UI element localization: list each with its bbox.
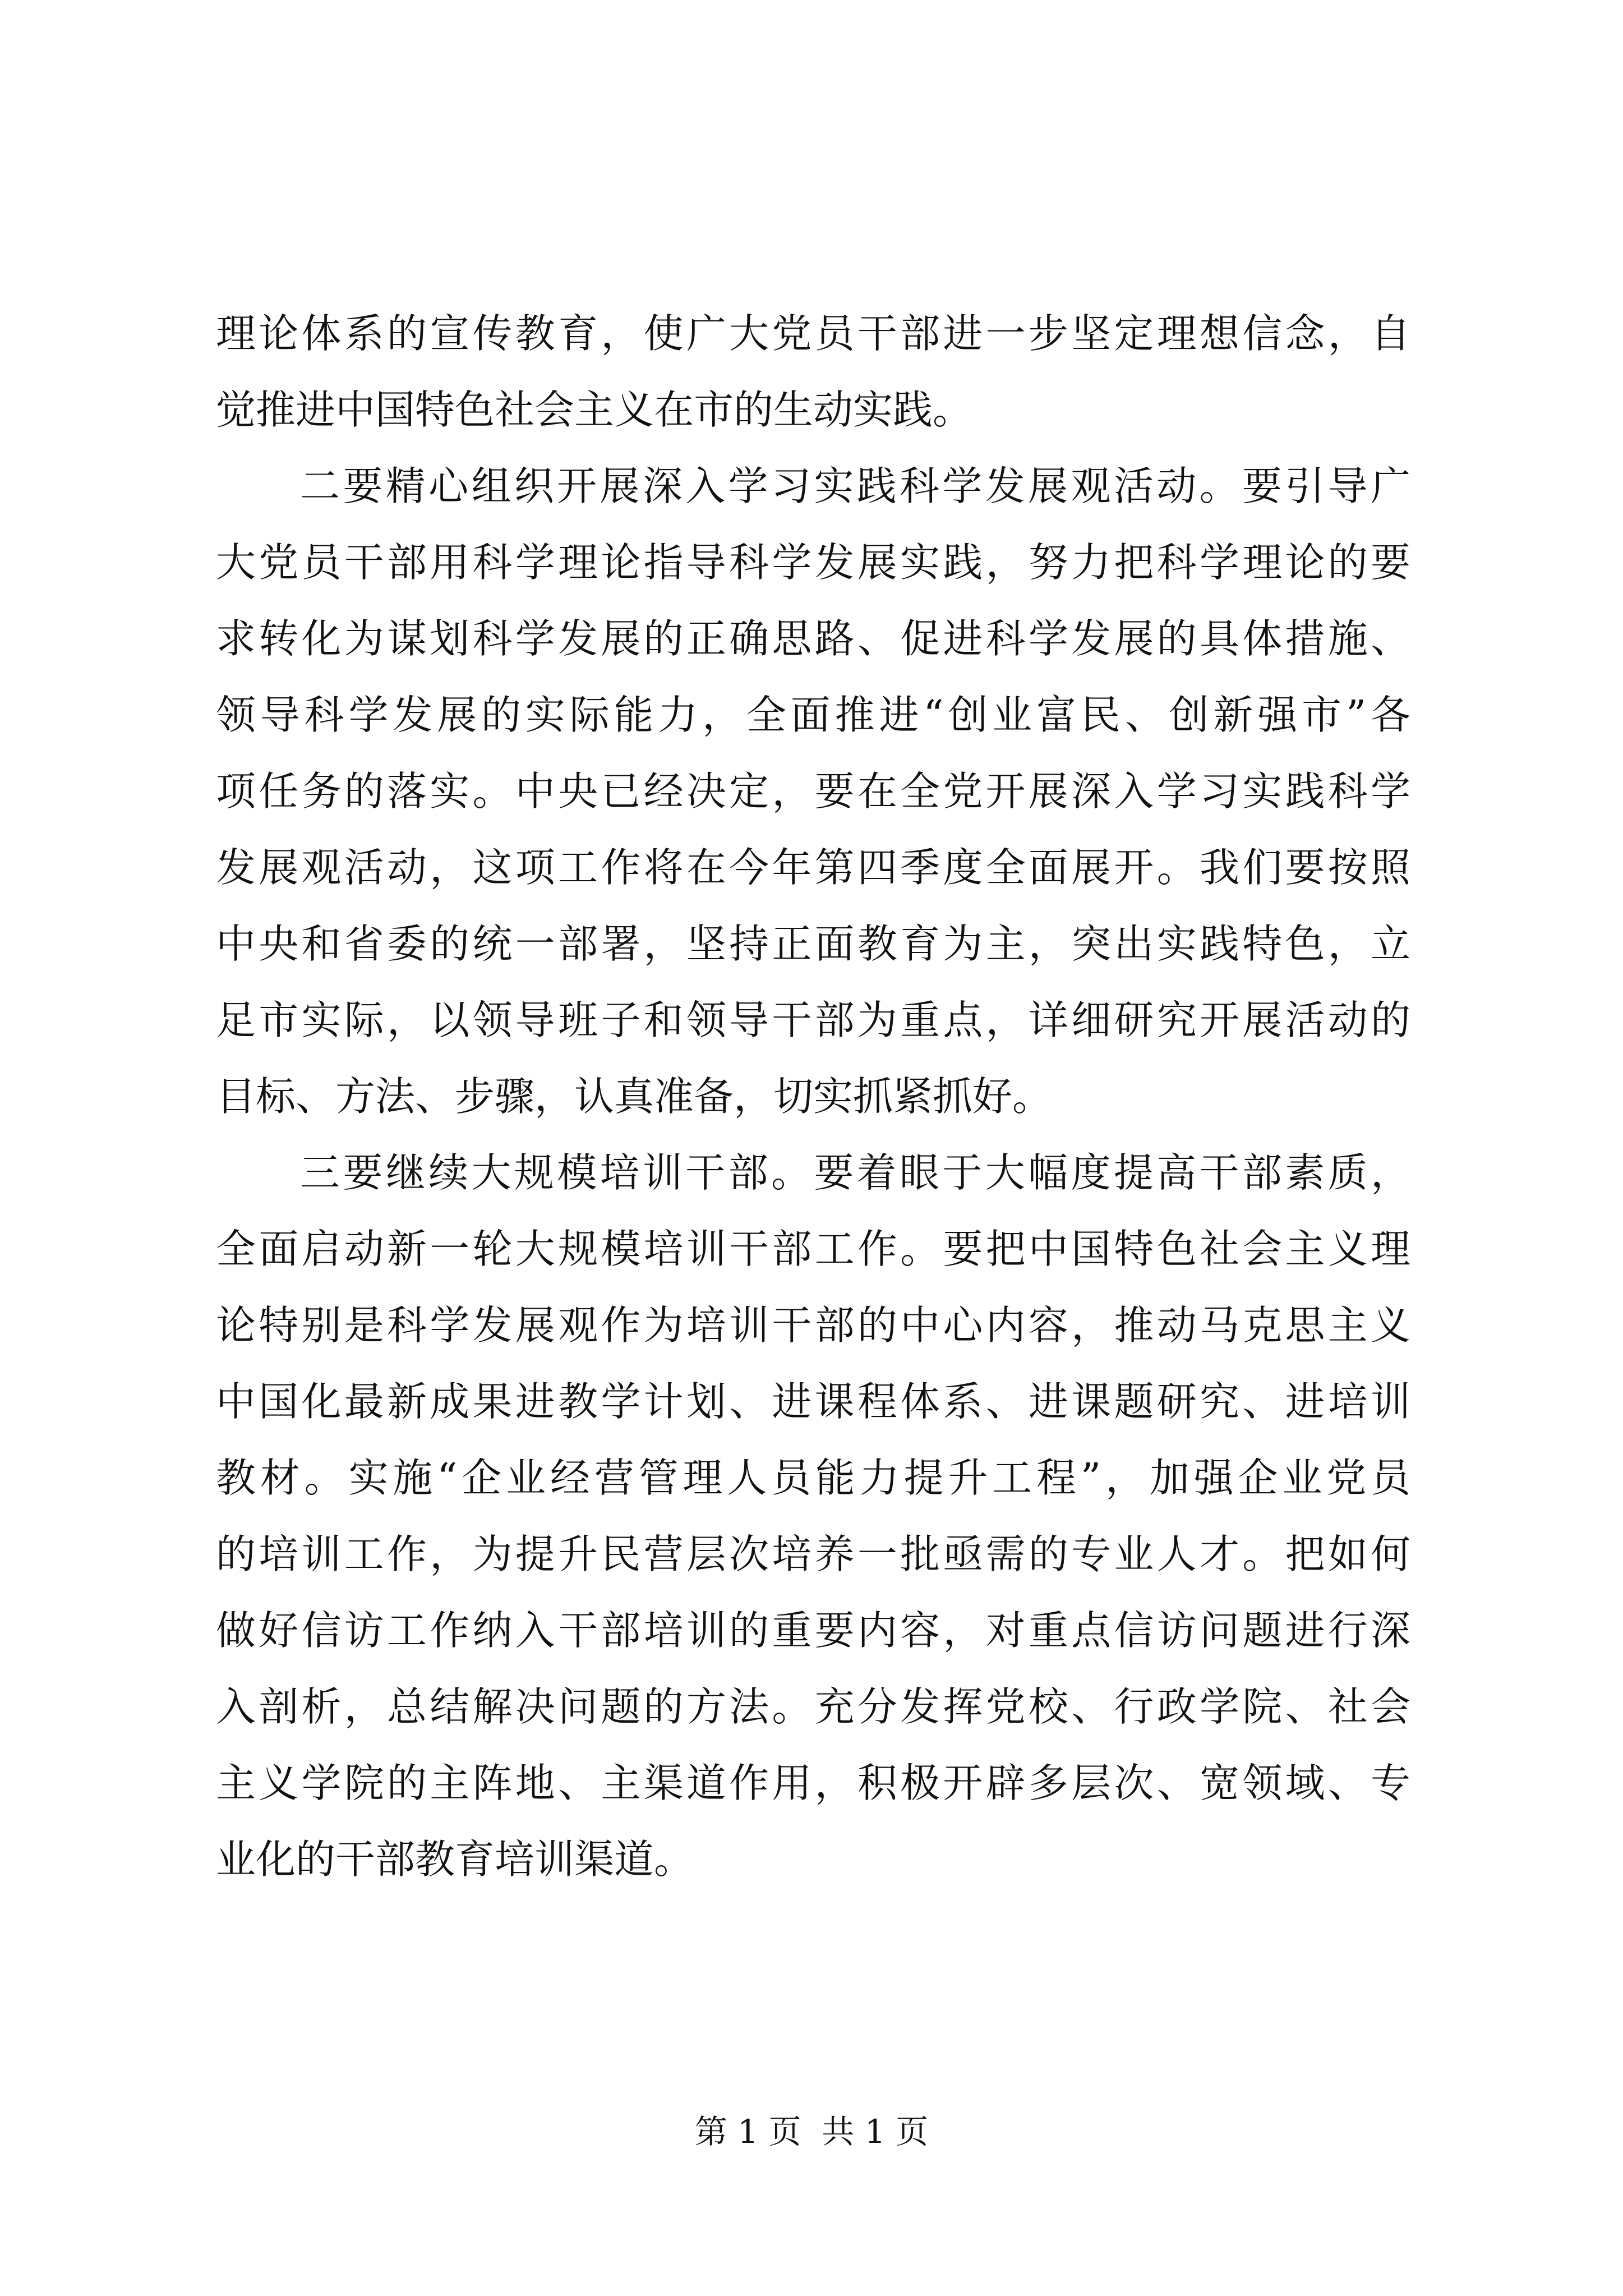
paragraph-line: 发展观活动，这项工作将在今年第四季度全面展开。我们要按照: [216, 844, 1410, 891]
document-body: [216, 296, 1410, 1898]
paragraph-line: 主义学院的主阵地、主渠道作用，积极开辟多层次、宽领域、专: [216, 1760, 1410, 1806]
paragraph-3: [216, 1135, 1410, 1898]
paragraph-line: 全面启动新一轮大规模培训干部工作。要把中国特色社会主义理: [216, 1226, 1410, 1272]
paragraph-line: 领导科学发展的实际能力，全面推进“创业富民、创新强市”各: [216, 692, 1410, 738]
page-number-label: 第 1 页 共 1 页: [694, 2113, 929, 2151]
paragraph-line: 的培训工作，为提升民营层次培养一批亟需的专业人才。把如何: [216, 1531, 1410, 1577]
paragraph-line: 入剖析，总结解决问题的方法。充分发挥党校、行政学院、社会: [216, 1683, 1410, 1730]
paragraph-line: 项任务的落实。中央已经决定，要在全党开展深入学习实践科学: [216, 768, 1410, 815]
paragraph-2: [216, 448, 1410, 1135]
paragraph-line: 大党员干部用科学理论指导科学发展实践，努力把科学理论的要: [216, 539, 1410, 586]
paragraph-line: 中国化最新成果进教学计划、进课程体系、进课题研究、进培训: [216, 1378, 1410, 1425]
paragraph-line: 中央和省委的统一部署，坚持正面教育为主，突出实践特色，立: [216, 921, 1410, 967]
paragraph-line: 业化的干部教育培训渠道。: [216, 1836, 694, 1883]
paragraph-line: 求转化为谋划科学发展的正确思路、促进科学发展的具体措施、: [216, 615, 1410, 662]
paragraph-line: 觉推进中国特色社会主义在市的生动实践。: [216, 386, 973, 433]
paragraph-line: 目标、方法、步骤，认真准备，切实抓紧抓好。: [216, 1073, 1053, 1120]
paragraph-line: 二要精心组织开展深入学习实践科学发展观活动。要引导广: [300, 463, 1410, 509]
paragraph-line: 足市实际，以领导班子和领导干部为重点，详细研究开展活动的: [216, 997, 1410, 1043]
page-footer: [0, 2109, 1623, 2154]
paragraph-line: 理论体系的宣传教育，使广大党员干部进一步坚定理想信念，自: [216, 310, 1410, 357]
paragraph-line: 三要继续大规模培训干部。要着眼于大幅度提高干部素质，: [300, 1149, 1410, 1196]
paragraph-line: 教材。实施“企业经营管理人员能力提升工程”，加强企业党员: [216, 1455, 1410, 1501]
paragraph-1: [216, 296, 1410, 448]
paragraph-line: 做好信访工作纳入干部培训的重要内容，对重点信访问题进行深: [216, 1607, 1410, 1654]
paragraph-line: 论特别是科学发展观作为培训干部的中心内容，推动马克思主义: [216, 1302, 1410, 1349]
